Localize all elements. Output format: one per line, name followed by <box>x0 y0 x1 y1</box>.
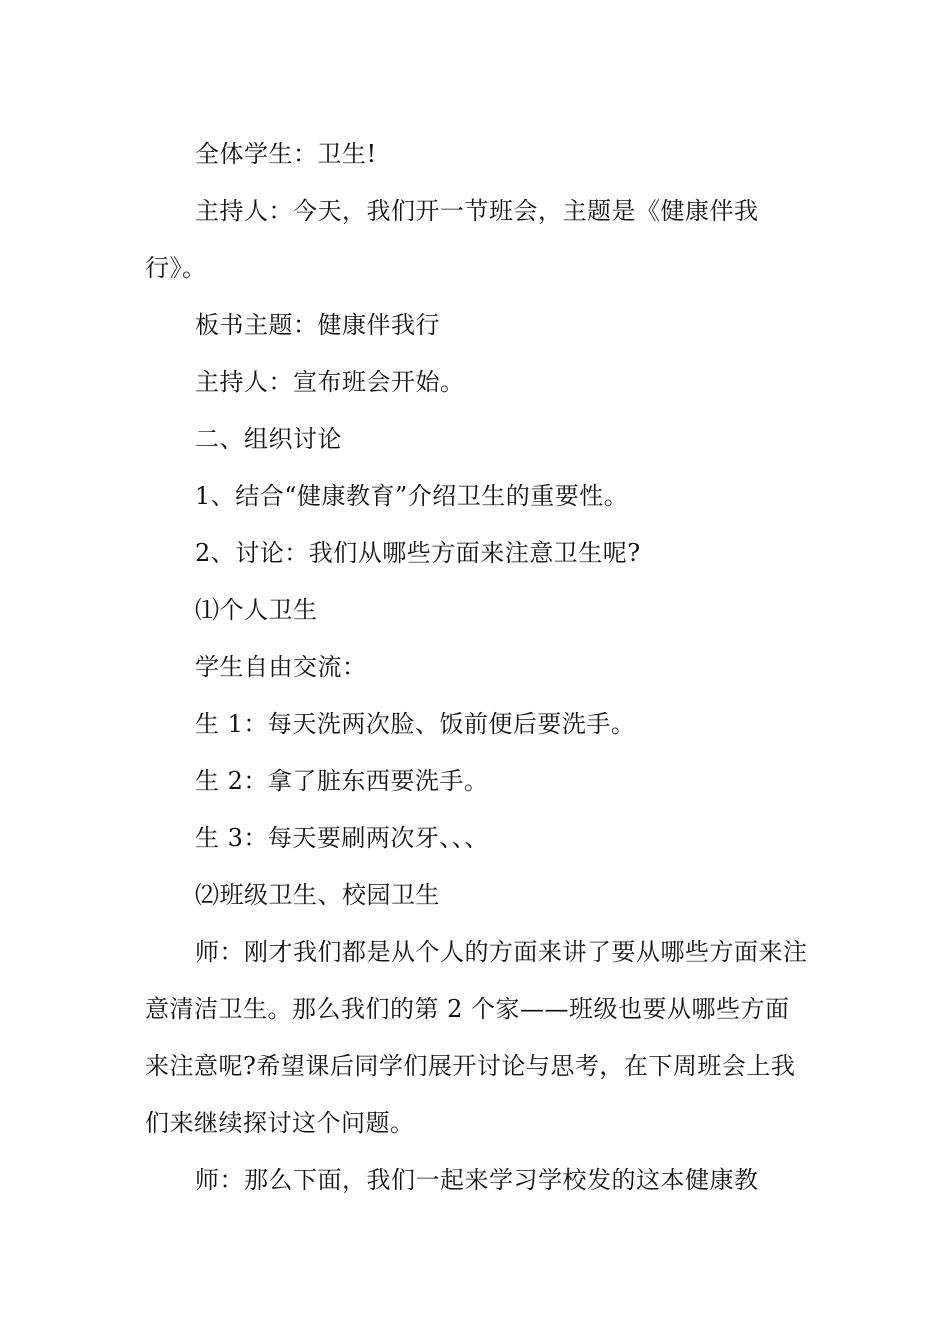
paragraph-11: 生 2：拿了脏东西要洗手。 <box>195 767 489 795</box>
paragraph-6: 1、结合“健康教育”介绍卫生的重要性。 <box>195 482 629 510</box>
document-body <box>145 126 810 1209</box>
paragraph-1: 全体学生：卫生! <box>195 140 377 168</box>
paragraph-4: 主持人：宣布班会开始。 <box>195 368 465 396</box>
paragraph-12: 生 3：每天要刷两次牙、、、 <box>195 824 489 852</box>
paragraph-7: 2、讨论：我们从哪些方面来注意卫生呢? <box>195 539 641 567</box>
paragraph-15: 师：那么下面，我们一起来学习学校发的这本健康教 <box>195 1166 759 1194</box>
paragraph-3: 板书主题：健康伴我行 <box>195 311 440 339</box>
section-heading: 二、组织讨论 <box>195 425 342 453</box>
subsection-1: ⑴个人卫生 <box>195 596 318 624</box>
paragraph-9: 学生自由交流： <box>195 653 367 681</box>
subsection-2: ⑵班级卫生、校园卫生 <box>195 881 440 909</box>
paragraph-14: 师：刚才我们都是从个人的方面来讲了要从哪些方面来注意清洁卫生。那么我们的第 2 个家——班级也要从哪些方面来注意呢?希望课后同学们展开讨论与思考，在下周班会上我们来继续探讨这个问题。 <box>145 938 808 1137</box>
paragraph-10: 生 1：每天洗两次脸、饭前便后要洗手。 <box>195 710 636 738</box>
paragraph-2: 主持人：今天，我们开一节班会，主题是《健康伴我行》。 <box>145 197 759 282</box>
